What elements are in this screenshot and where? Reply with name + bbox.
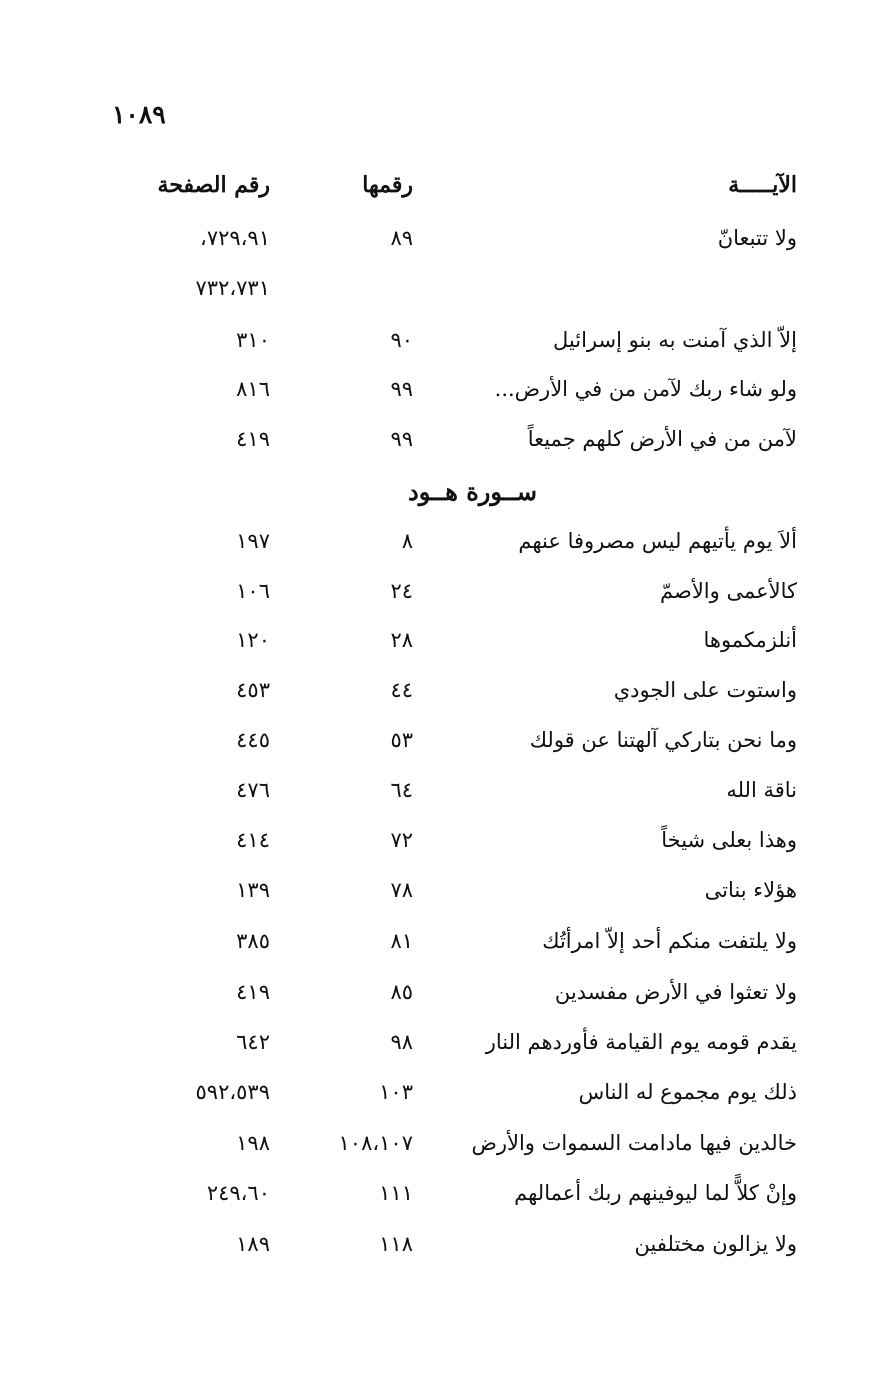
verse-number: ١١٨	[379, 1232, 413, 1256]
table-row	[0, 1173, 885, 1213]
verse-number: ٨٥	[390, 980, 413, 1004]
verse-text: أنلزمكموها	[703, 628, 797, 652]
verse-number: ٨	[401, 529, 413, 553]
table-row	[0, 1123, 885, 1163]
verse-text: كالأعمى والأصمّ	[660, 579, 797, 603]
table-row	[0, 1224, 885, 1264]
verse-text: ناقة الله	[726, 778, 797, 802]
table-row	[0, 972, 885, 1012]
verse-number: ٢٨	[390, 628, 413, 652]
verse-number: ٨٩	[390, 226, 413, 250]
verse-number: ١٠٨،١٠٧	[338, 1131, 413, 1155]
verse-number: ٩٠	[390, 328, 413, 352]
header-verse: الآيـــــة	[728, 172, 797, 198]
verse-text: وهذا بعلى شيخاً	[661, 828, 797, 852]
page-ref: ٣١٠	[236, 328, 270, 352]
page-ref: ٤١٤	[236, 828, 270, 852]
verse-number: ٦٤	[390, 778, 413, 802]
verse-number: ٩٩	[390, 427, 413, 451]
verse-number: ٥٣	[390, 728, 413, 752]
verse-text: ولا تعثوا في الأرض مفسدين	[554, 980, 797, 1004]
verse-text: ولا تتبعانّ	[717, 226, 797, 250]
page-ref: ١٩٧	[236, 529, 270, 553]
verse-number: ٩٩	[390, 377, 413, 401]
table-row	[0, 720, 885, 760]
verse-text: ألاَ يوم يأتيهم ليس مصروفا عنهم	[518, 529, 797, 553]
table-row	[0, 320, 885, 360]
table-row	[0, 670, 885, 710]
table-row	[0, 521, 885, 561]
verse-number: ٤٤	[390, 678, 413, 702]
verse-text: واستوت على الجودي	[613, 678, 797, 702]
page-ref: ٤٤٥	[236, 728, 270, 752]
header-number: رقمها	[362, 172, 413, 198]
verse-text: ولو شاء ربك لآمن من في الأرض...	[494, 377, 797, 401]
page-ref: ٦٤٢	[236, 1030, 270, 1054]
table-row	[0, 268, 885, 308]
page-ref: ٧٣٢،٧٣١	[195, 276, 270, 300]
page-ref: ١٩٨	[236, 1131, 270, 1155]
surah-title: ســورة هــود	[408, 477, 537, 506]
header-page: رقم الصفحة	[157, 172, 270, 198]
verse-number: ٨١	[390, 929, 413, 953]
verse-text: وما نحن بتاركي آلهتنا عن قولك	[529, 728, 797, 752]
verse-number: ١١١	[379, 1181, 413, 1205]
table-row	[0, 770, 885, 810]
verse-text: هؤلاء بناتى	[704, 878, 797, 902]
table-row	[0, 820, 885, 860]
table-row	[0, 921, 885, 961]
page-ref: ١٠٦	[236, 579, 270, 603]
verse-text: يقدم قومه يوم القيامة فأوردهم النار	[485, 1030, 797, 1054]
verse-number: ٩٨	[390, 1030, 413, 1054]
verse-text: إلاّ الذي آمنت به بنو إسرائيل	[553, 328, 797, 352]
page-ref: ١٣٩	[236, 878, 270, 902]
table-row	[0, 1022, 885, 1062]
verse-number: ٧٨	[390, 878, 413, 902]
table-row	[0, 870, 885, 910]
table-header	[0, 165, 885, 205]
table-row	[0, 419, 885, 459]
page-ref: ٥٩٢،٥٣٩	[195, 1080, 270, 1104]
verse-text: ولا يلتفت منكم أحد إلاّ امرأتُك	[542, 929, 797, 953]
verse-text: لآمن من في الأرض كلهم جميعاً	[527, 427, 797, 451]
verse-text: خالدين فيها مادامت السموات والأرض	[471, 1131, 797, 1155]
table-row	[0, 571, 885, 611]
page-number: ١٠٨٩	[112, 100, 166, 129]
table-row	[0, 620, 885, 660]
table-row	[0, 369, 885, 409]
verse-number: ٢٤	[390, 579, 413, 603]
page-ref: ٢٤٩،٦٠	[206, 1181, 270, 1205]
verse-text: ذلك يوم مجموع له الناس	[578, 1080, 797, 1104]
page-ref: ١٢٠	[236, 628, 270, 652]
verse-number: ٧٢	[390, 828, 413, 852]
verse-text: وإنْ كلاًّ لما ليوفينهم ربك أعمالهم	[514, 1181, 797, 1205]
page-ref: ٤٥٣	[236, 678, 270, 702]
page-ref: ٤٧٦	[236, 778, 270, 802]
page-ref: ٨١٦	[236, 377, 270, 401]
page-ref: ١٨٩	[236, 1232, 270, 1256]
page-ref: ٣٨٥	[236, 929, 270, 953]
verse-text: ولا يزالون مختلفين	[634, 1232, 797, 1256]
table-row	[0, 218, 885, 258]
page-ref: ٤١٩	[236, 427, 270, 451]
page-ref: ٧٢٩،٩١،	[200, 226, 270, 250]
table-row	[0, 1072, 885, 1112]
verse-number: ١٠٣	[379, 1080, 413, 1104]
page-ref: ٤١٩	[236, 980, 270, 1004]
